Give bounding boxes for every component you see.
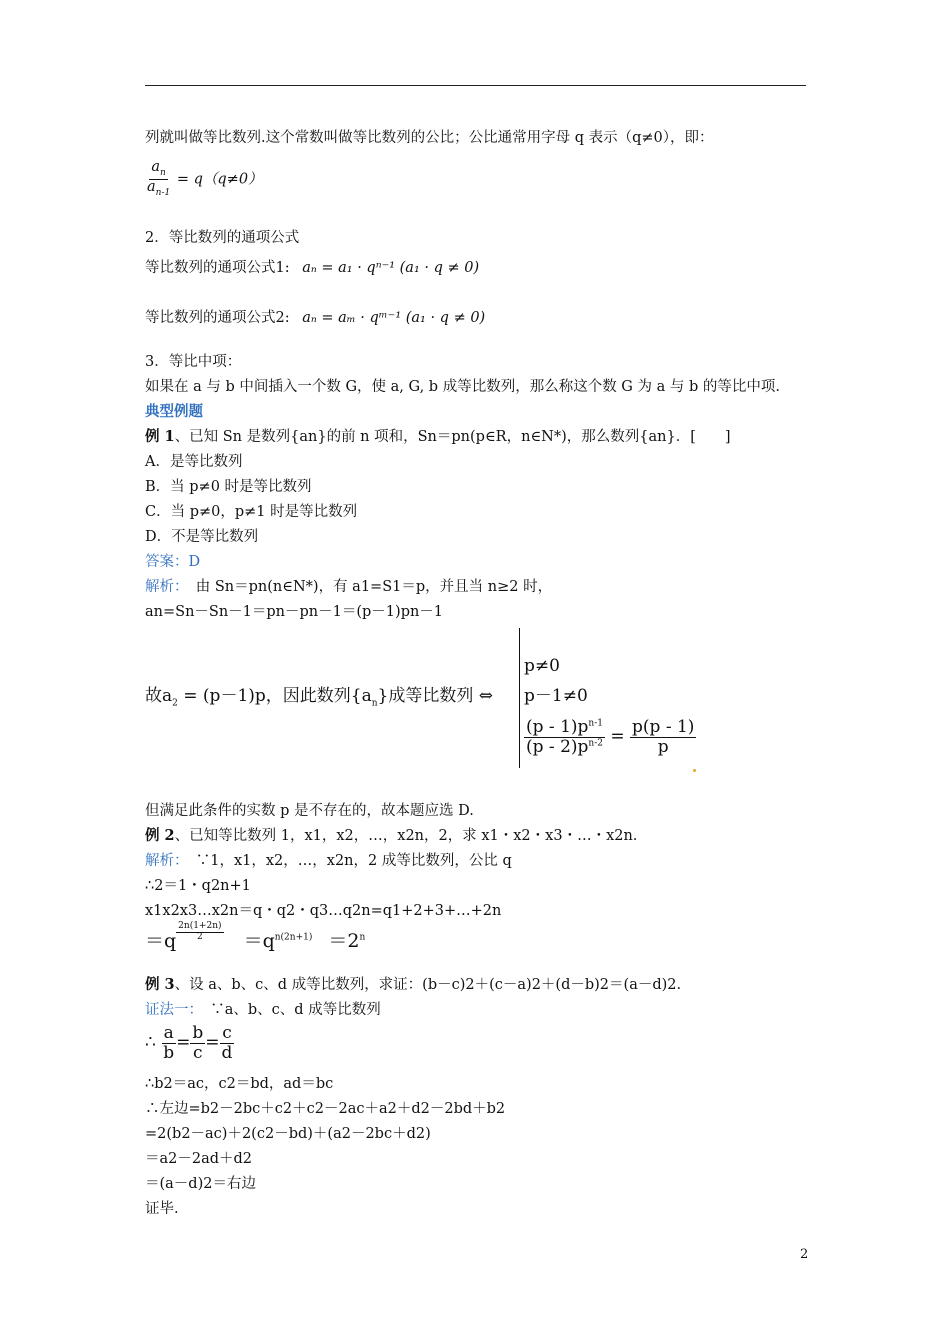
- example-2-result: [145, 921, 366, 953]
- proof-intro: [145, 1000, 381, 1020]
- proof-label: 证法一：: [145, 1002, 196, 1018]
- example-2: [145, 826, 637, 846]
- proof-line-5: ＝(a－d)2＝右边: [145, 1176, 256, 1192]
- geometric-mean-text: 如果在 a 与 b 中间插入一个数 G，使 a, G, b 成等比数列，那么称这个数 G 为 a 与 b 的等比中项.: [145, 379, 780, 395]
- therefore-symbol: ∴: [145, 1032, 156, 1053]
- frac-b2: b: [192, 1023, 204, 1043]
- proof-text: ∵a、b、c、d 成等比数列: [195, 1002, 381, 1018]
- ratio-numerator: a: [151, 159, 161, 175]
- case-3-rden: p: [657, 736, 669, 757]
- analysis-1-label: 解析：: [145, 579, 182, 595]
- case-2: p－1≠0: [524, 686, 588, 706]
- case-3-equals: =: [610, 726, 625, 747]
- proof-end: 证毕.: [145, 1201, 179, 1217]
- proof-line-2: ∴左边=b2－2bc＋c2＋c2－2ac＋a2＋d2－2bd＋b2: [145, 1101, 506, 1117]
- frac-a: a: [163, 1023, 174, 1043]
- case-1: p≠0: [524, 656, 560, 676]
- header-rule: [145, 85, 806, 86]
- proportion-eq-1: =: [176, 1032, 191, 1053]
- gu-rest: = (p－1)p，因此数列{a: [177, 686, 372, 706]
- proportion-formula: [145, 1024, 234, 1062]
- result-eq3: ＝2: [328, 930, 360, 952]
- example-3-text: 、设 a、b、c、d 成等比数列，求证：(b－c)2＋(c－a)2＋(d－b)2＝(a－d)2.: [174, 977, 682, 993]
- case-3-num-sup: n-1: [588, 718, 603, 729]
- heading-geometric-mean: 3．等比中项：: [145, 354, 242, 370]
- case-3-den: (p - 2)p: [526, 736, 589, 757]
- result-eq3-sup: n: [359, 932, 366, 943]
- ratio-fraction: [145, 160, 172, 199]
- conclusion: 但满足此条件的实数 p 是不存在的，故本题应选 D.: [145, 803, 474, 819]
- section-title: 典型例题: [145, 403, 203, 420]
- ratio-denominator: a: [147, 178, 156, 195]
- example-2-line-2: x1x2x3…x2n＝q・q2・q3…q2n=q1+2+3+…+2n: [145, 903, 502, 919]
- page-number: 2: [800, 1247, 809, 1262]
- frac-c2: c: [222, 1023, 232, 1043]
- gu-sub: 2: [172, 698, 178, 709]
- fraction-c-d: [220, 1024, 235, 1062]
- cases-brace: [519, 628, 520, 768]
- frac-c: c: [193, 1042, 203, 1063]
- formula-2: [145, 308, 485, 328]
- proof-line-4: ＝a2－2ad＋d2: [145, 1151, 253, 1167]
- formula-1-expression: aₙ = a₁ · qⁿ⁻¹ (a₁ · q ≠ 0): [302, 260, 480, 276]
- answer: 答案：D: [145, 554, 201, 570]
- formula-1-label: 等比数列的通项公式1:: [145, 260, 290, 276]
- ratio-denominator-sub: n-1: [155, 187, 171, 198]
- case-3-den-sup: n-2: [588, 738, 603, 749]
- proof-line-3: =2(b2－ac)＋2(c2－bd)＋(a2－2bc＋d2): [145, 1126, 431, 1142]
- analysis-2-label: 解析：: [145, 853, 182, 869]
- definition-line: 列就叫做等比数列.这个常数叫做等比数列的公比；公比通常用字母 q 表示（q≠0），即：: [145, 130, 714, 146]
- frac-d: d: [221, 1042, 233, 1063]
- ratio-numerator-sub: n: [160, 167, 166, 178]
- proportion-eq-2: =: [205, 1032, 220, 1053]
- an-derivation: an=Sn－Sn－1＝pn－pn－1＝(p－1)pn－1: [145, 604, 444, 620]
- gu-sub2: n: [371, 698, 378, 709]
- option-b: B．当 p≠0 时是等比数列: [145, 479, 312, 495]
- gu-rest2: }成等比数列 ⇔: [377, 686, 493, 706]
- analysis-2: [145, 851, 512, 871]
- example-2-label: 例 2: [145, 827, 175, 844]
- frac-b: b: [163, 1042, 175, 1063]
- option-a: A．是等比数列: [145, 454, 243, 470]
- gu-text: 故a: [145, 686, 173, 706]
- case-3-left-fraction: [524, 718, 605, 756]
- case-3-num: (p - 1)p: [526, 717, 589, 737]
- formula-2-expression: aₙ = aₘ · qᵐ⁻¹ (a₁ · q ≠ 0): [302, 310, 486, 326]
- example-2-line-1: ∴2＝1・q2n+1: [145, 878, 251, 894]
- formula-1: [145, 258, 479, 278]
- result-eq2-sup: n(2n+1): [274, 932, 313, 943]
- example-3: [145, 975, 681, 995]
- heading-general-formula: 2．等比数列的通项公式: [145, 230, 300, 246]
- example-1-text: 、已知 Sn 是数列{an}的前 n 项和，Sn＝pn(p∈R，n∈N*)，那么数列{an}．[ ]: [174, 429, 731, 445]
- case-3-right-fraction: [630, 718, 696, 756]
- example-1: [145, 427, 731, 447]
- stray-mark: [693, 769, 696, 772]
- ratio-rhs: = q（q≠0）: [176, 171, 263, 188]
- proof-line-1: ∴b2＝ac，c2＝bd，ad＝bc: [145, 1076, 334, 1092]
- result-exponent-fraction: [176, 922, 223, 943]
- example-1-label: 例 1: [145, 428, 175, 445]
- analysis-1: [145, 577, 552, 597]
- formula-2-label: 等比数列的通项公式2:: [145, 310, 290, 326]
- analysis-1-text: 由 Sn＝pn(n∈N*)，有 a1=S1＝p，并且当 n≥2 时，: [181, 579, 553, 595]
- case-3: [524, 718, 696, 756]
- result-exp-den: 2: [196, 931, 203, 942]
- case-3-rnum: p(p - 1): [632, 717, 695, 737]
- result-exp-num: 2n(1+2n): [178, 921, 222, 931]
- ratio-formula: [145, 160, 263, 199]
- fraction-a-b: [161, 1024, 176, 1062]
- example-2-text: 、已知等比数列 1，x1，x2，…，x2n，2，求 x1・x2・x3・…・x2n.: [174, 828, 638, 844]
- equivalence-statement: [145, 686, 493, 713]
- option-d: D．不是等比数列: [145, 529, 259, 545]
- analysis-2-text: ∵1，x1，x2，…，x2n，2 成等比数列，公比 q: [181, 853, 512, 869]
- result-eq2: ＝q: [243, 930, 275, 952]
- fraction-b-c: [190, 1024, 205, 1062]
- example-3-label: 例 3: [145, 976, 175, 993]
- option-c: C．当 p≠0，p≠1 时是等比数列: [145, 504, 358, 520]
- result-eq1: ＝q: [145, 930, 177, 952]
